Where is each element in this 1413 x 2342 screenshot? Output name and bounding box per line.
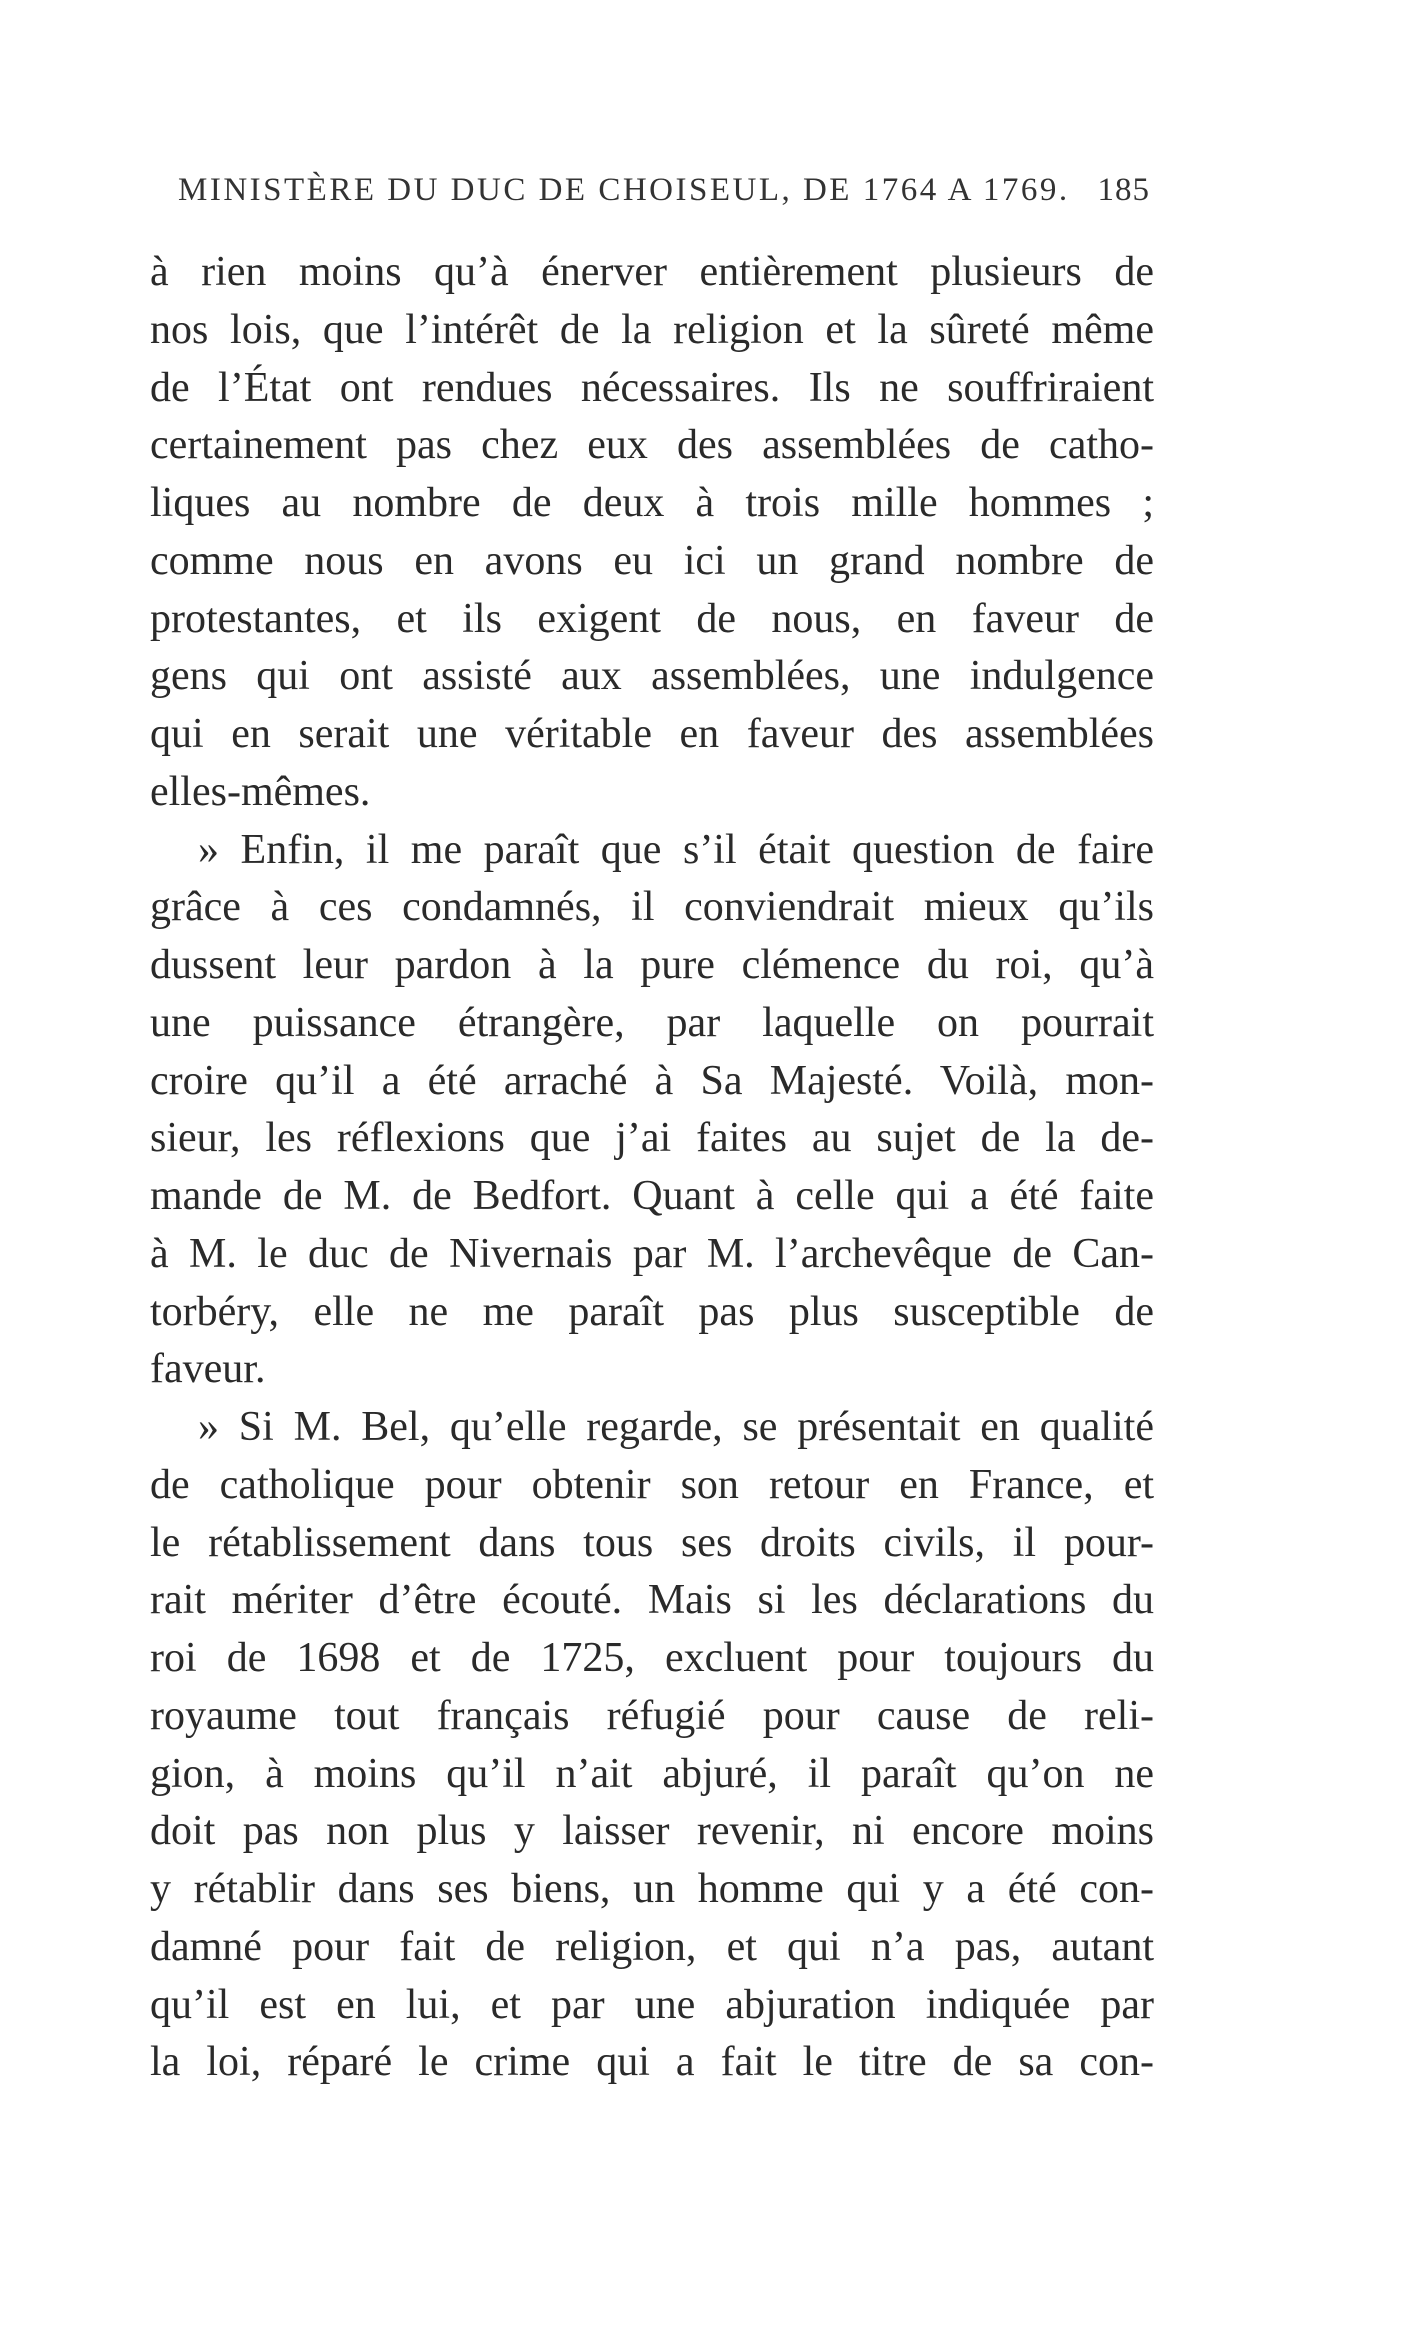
text-line: » Enfin, il me paraît que s’il était question de faire	[198, 826, 1154, 873]
text-line: » Si M. Bel, qu’elle regarde, se présentait en qualité	[198, 1404, 1154, 1450]
running-head	[178, 172, 1150, 209]
text-line: de l’État ont rendues nécessaires. Ils ne souffriraient	[150, 364, 1154, 411]
text-line: à M. le duc de Nivernais par M. l’archevêque de Can-	[150, 1230, 1154, 1277]
text-line: faveur.	[150, 1346, 266, 1393]
text-line: roi de 1698 et de 1725, excluent pour toujours du	[150, 1635, 1154, 1681]
text-line: sieur, les réflexions que j’ai faites au sujet de la de-	[150, 1115, 1154, 1162]
text-line: croire qu’il a été arraché à Sa Majesté. Voilà, mon-	[150, 1057, 1154, 1104]
text-line: torbéry, elle ne me paraît pas plus susceptible de	[150, 1288, 1154, 1335]
text-line: elles-mêmes.	[150, 768, 371, 815]
text-line: de catholique pour obtenir son retour en France, et	[150, 1461, 1154, 1508]
text-line: y rétablir dans ses biens, un homme qui y a été con-	[150, 1866, 1154, 1912]
running-title: MINISTÈRE DU DUC DE CHOISEUL, DE 1764 A 1769.	[178, 172, 1070, 208]
text-line: mande de M. de Bedfort. Quant à celle qui a été faite	[150, 1173, 1154, 1219]
text-line: comme nous en avons eu ici un grand nombre de	[150, 537, 1154, 584]
text-line: damné pour fait de religion, et qui n’a pas, autant	[150, 1923, 1154, 1970]
text-line: à rien moins qu’à énerver entièrement plusieurs de	[150, 249, 1154, 295]
text-line: une puissance étrangère, par laquelle on pourrait	[150, 999, 1154, 1046]
text-line: certainement pas chez eux des assemblées de catho-	[150, 422, 1154, 469]
text-line: liques au nombre de deux à trois mille hommes ;	[150, 480, 1154, 526]
text-line: gens qui ont assisté aux assemblées, une indulgence	[150, 653, 1154, 700]
text-line: gion, à moins qu’il n’ait abjuré, il paraît qu’on ne	[150, 1750, 1154, 1797]
text-line: grâce à ces condamnés, il conviendrait mieux qu’ils	[150, 884, 1154, 931]
text-line: qu’il est en lui, et par une abjuration indiquée par	[150, 1981, 1154, 2028]
page-number: 185	[1097, 172, 1150, 208]
text-line: la loi, réparé le crime qui a fait le titre de sa con-	[150, 2039, 1154, 2086]
text-line: rait mériter d’être écouté. Mais si les déclarations du	[150, 1577, 1154, 1624]
text-line: doit pas non plus y laisser revenir, ni encore moins	[150, 1808, 1154, 1855]
body-text	[150, 244, 1154, 2092]
text-line: nos lois, que l’intérêt de la religion et la sûreté même	[150, 306, 1154, 353]
text-line: royaume tout français réfugié pour cause de reli-	[150, 1692, 1154, 1739]
text-line: protestantes, et ils exigent de nous, en faveur de	[150, 595, 1154, 642]
text-line: dussent leur pardon à la pure clémence du roi, qu’à	[150, 942, 1154, 988]
text-line: le rétablissement dans tous ses droits civils, il pour-	[150, 1519, 1154, 1566]
text-line: qui en serait une véritable en faveur des assemblées	[150, 711, 1154, 757]
